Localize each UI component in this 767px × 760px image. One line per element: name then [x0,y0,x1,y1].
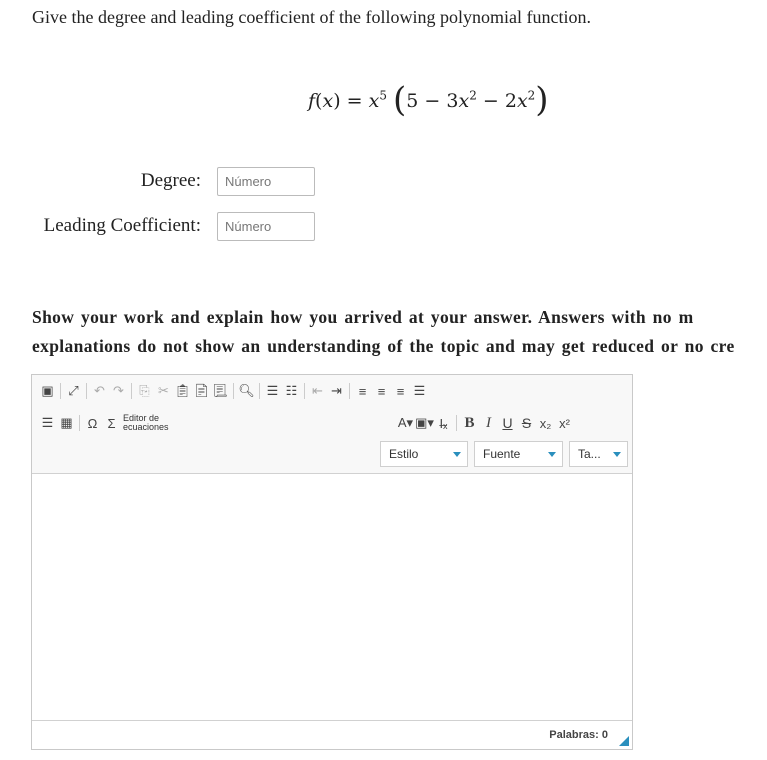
table-icon[interactable]: ▦ [60,415,73,430]
leading-coefficient-label: Leading Coefficient: [43,215,201,236]
word-count: Palabras: 0 [549,729,608,741]
separator [259,383,260,399]
strikethrough-icon[interactable]: S [521,415,532,431]
equation-editor-button[interactable] [123,414,169,432]
source-icon[interactable]: ▣ [41,383,54,398]
underline-icon[interactable]: U [502,415,513,431]
chevron-down-icon [613,452,621,457]
equation-editor-label-1: Editor de [123,413,160,423]
align-right-icon[interactable]: ≡ [396,383,405,399]
editor-statusbar [32,720,632,749]
separator [233,383,234,399]
numbered-list-icon[interactable]: ☰ [266,383,279,398]
editor-toolbar [32,375,632,474]
background-color-icon[interactable]: ▣▾ [415,415,434,430]
font-dropdown-label: Fuente [483,447,521,461]
question-text: Give the degree and leading coefficient of the following polynomial function. [32,7,591,27]
instructions [32,303,767,361]
separator [304,383,305,399]
indent-icon[interactable]: ⇥ [331,383,342,398]
polynomial-formula: $f(x) = x^5$ $(5 - 3x^2 - 2x^2)$ [308,80,549,120]
size-dropdown[interactable] [569,441,628,467]
instructions-line-2: explanations do not show an understanding of the topic and may get reduced or no cre [32,336,735,356]
paste-word-icon[interactable]: 📃︎ [212,383,229,398]
separator [60,383,61,399]
equation-editor-label-2: ecuaciones [123,422,169,432]
redo-icon[interactable]: ↷ [113,383,124,398]
italic-icon[interactable]: I [486,414,491,431]
sigma-equation-icon[interactable]: Σ [107,415,116,431]
degree-input[interactable] [217,167,315,196]
maximize-icon[interactable]: ⤢ [68,383,79,398]
copy-icon[interactable]: ⎘ [139,383,150,398]
align-center-icon[interactable]: ≡ [377,383,386,399]
degree-label: Degree: [140,170,201,191]
font-dropdown[interactable] [474,441,563,467]
separator [456,415,457,431]
instructions-line-1: Show your work and explain how you arrived at your answer. Answers with no m [32,307,694,327]
align-justify-icon[interactable]: ☰ [413,383,426,398]
undo-icon[interactable]: ↶ [94,383,105,398]
find-icon[interactable]: 🔍︎ [238,383,255,398]
chevron-down-icon [453,452,461,457]
bold-icon[interactable]: B [464,414,475,431]
cut-icon[interactable]: ✂ [158,383,169,398]
omega-special-char-icon[interactable]: Ω [87,415,98,431]
bulleted-list-icon[interactable]: ☷ [285,383,298,398]
chevron-down-icon [548,452,556,457]
align-left-icon[interactable]: ≡ [358,383,367,399]
separator [79,415,80,431]
leading-coefficient-input[interactable] [217,212,315,241]
separator [131,383,132,399]
outdent-icon[interactable]: ⇤ [312,383,323,398]
text-color-icon[interactable]: A▾ [397,415,414,430]
horizontal-line-icon[interactable]: ☰ [41,415,54,430]
paste-text-icon[interactable]: 📄︎ [193,383,210,398]
remove-format-icon[interactable]: I̶ₓ [439,415,448,431]
paste-icon[interactable]: 📋︎ [174,383,191,398]
style-dropdown-label: Estilo [389,447,419,461]
size-dropdown-label: Ta... [578,447,601,461]
separator [86,383,87,399]
editor-content-area[interactable] [32,473,632,721]
resize-handle-icon[interactable] [619,736,629,746]
separator [349,383,350,399]
style-dropdown[interactable] [380,441,468,467]
subscript-icon[interactable]: x₂ [539,415,552,431]
superscript-icon[interactable]: x² [559,415,570,431]
rich-text-editor [31,374,633,750]
